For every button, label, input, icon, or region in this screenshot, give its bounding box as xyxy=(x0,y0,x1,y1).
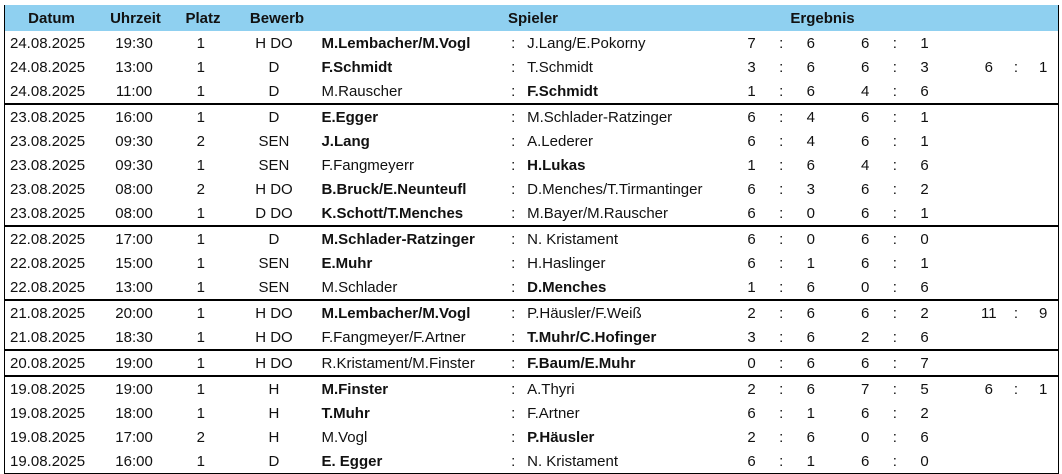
match-date: 24.08.2025 xyxy=(10,58,86,76)
player-two: F.Schmidt xyxy=(527,82,598,100)
set2-score-a: 6 xyxy=(861,180,870,198)
set2-score-b: 7 xyxy=(920,354,929,372)
set1-colon: : xyxy=(779,156,784,174)
results-table xyxy=(4,5,1059,474)
match-type: H xyxy=(268,428,280,446)
player-one: M.Finster xyxy=(321,380,389,398)
match-court: 1 xyxy=(196,58,205,76)
match-date: 23.08.2025 xyxy=(10,156,86,174)
match-court: 1 xyxy=(196,204,205,222)
set1-score-a: 6 xyxy=(747,180,756,198)
set1-score-b: 1 xyxy=(806,404,816,422)
player-two: P.Häusler xyxy=(527,428,595,446)
versus-separator: : xyxy=(511,278,516,296)
set2-score-b: 6 xyxy=(920,82,929,100)
player-two: M.Bayer/M.Rauscher xyxy=(527,204,668,222)
match-time: 17:00 xyxy=(115,230,153,248)
player-one: J.Lang xyxy=(321,132,370,150)
set1-colon: : xyxy=(779,404,784,422)
set2-score-a: 6 xyxy=(861,354,870,372)
match-time: 08:00 xyxy=(115,204,153,222)
header-bewerb: Bewerb xyxy=(249,9,305,27)
player-two: M.Schlader-Ratzinger xyxy=(527,108,673,126)
match-date: 22.08.2025 xyxy=(10,230,86,248)
match-time: 09:30 xyxy=(115,156,153,174)
set2-score-a: 4 xyxy=(861,156,870,174)
match-court: 1 xyxy=(196,278,205,296)
set1-colon: : xyxy=(779,278,784,296)
set1-colon: : xyxy=(779,254,784,272)
match-type: H DO xyxy=(255,304,293,322)
player-two: H.Haslinger xyxy=(527,254,606,272)
table-body xyxy=(5,31,1058,473)
player-two: F.Baum/E.Muhr xyxy=(527,354,636,372)
set1-colon: : xyxy=(779,204,784,222)
match-date: 20.08.2025 xyxy=(10,354,86,372)
table-row xyxy=(5,225,1058,251)
table-row xyxy=(5,401,1058,425)
player-one: M.Schlader xyxy=(321,278,398,296)
set2-colon: : xyxy=(892,354,897,372)
match-court: 1 xyxy=(196,34,205,52)
match-type: D xyxy=(268,58,280,76)
set2-score-a: 6 xyxy=(861,34,870,52)
set1-score-b: 6 xyxy=(806,304,816,322)
header-datum: Datum xyxy=(28,9,75,27)
set2-score-b: 3 xyxy=(920,58,929,76)
player-one: E.Muhr xyxy=(321,254,373,272)
table-row xyxy=(5,375,1058,401)
match-court: 1 xyxy=(196,452,205,470)
match-date: 23.08.2025 xyxy=(10,180,86,198)
set2-score-b: 6 xyxy=(920,428,929,446)
set2-score-a: 6 xyxy=(861,58,870,76)
versus-separator: : xyxy=(511,34,516,52)
set1-score-a: 3 xyxy=(747,328,756,346)
player-one: F.Schmidt xyxy=(321,58,393,76)
set2-score-a: 0 xyxy=(861,278,870,296)
table-row xyxy=(5,425,1058,449)
set2-colon: : xyxy=(892,278,897,296)
set2-colon: : xyxy=(892,304,897,322)
player-one: F.Fangmeyerr xyxy=(321,156,414,174)
table-row xyxy=(5,325,1058,349)
match-time: 16:00 xyxy=(115,108,153,126)
match-date: 24.08.2025 xyxy=(10,34,86,52)
match-court: 1 xyxy=(196,304,205,322)
tiebreak-score-a: 6 xyxy=(984,380,993,398)
player-two: D.Menches xyxy=(527,278,607,296)
set1-score-b: 0 xyxy=(806,230,816,248)
match-date: 19.08.2025 xyxy=(10,380,86,398)
match-court: 1 xyxy=(196,254,205,272)
player-two: J.Lang/E.Pokorny xyxy=(527,34,646,52)
set1-score-a: 7 xyxy=(747,34,756,52)
tiebreak-colon: : xyxy=(1013,380,1019,398)
set2-colon: : xyxy=(892,108,897,126)
set1-score-b: 6 xyxy=(806,354,816,372)
match-court: 2 xyxy=(196,428,205,446)
player-one: T.Muhr xyxy=(321,404,370,422)
table-row xyxy=(5,31,1058,55)
match-date: 22.08.2025 xyxy=(10,278,86,296)
match-type: D xyxy=(268,452,280,470)
set1-colon: : xyxy=(779,108,784,126)
set2-score-b: 2 xyxy=(920,304,929,322)
versus-separator: : xyxy=(511,132,516,150)
set1-score-b: 6 xyxy=(806,156,816,174)
match-date: 21.08.2025 xyxy=(10,304,86,322)
set2-score-b: 2 xyxy=(920,404,929,422)
set1-colon: : xyxy=(779,34,784,52)
header-platz: Platz xyxy=(185,9,221,27)
table-row xyxy=(5,299,1058,325)
match-date: 23.08.2025 xyxy=(10,204,86,222)
set2-score-b: 1 xyxy=(920,108,929,126)
tiebreak-score-a: 11 xyxy=(980,304,997,322)
tiebreak-score-b: 1 xyxy=(1038,380,1048,398)
match-court: 2 xyxy=(196,132,205,150)
table-row xyxy=(5,349,1058,375)
match-time: 15:00 xyxy=(115,254,153,272)
match-court: 1 xyxy=(196,156,205,174)
header-spieler: Spieler xyxy=(507,9,559,27)
set2-score-a: 4 xyxy=(861,82,870,100)
table-row xyxy=(5,275,1058,299)
match-date: 23.08.2025 xyxy=(10,108,86,126)
set1-colon: : xyxy=(779,180,784,198)
set1-score-b: 3 xyxy=(806,180,816,198)
player-two: P.Häusler/F.Weiß xyxy=(527,304,642,322)
set1-score-a: 6 xyxy=(747,254,756,272)
set1-colon: : xyxy=(779,354,784,372)
set1-score-b: 6 xyxy=(806,428,816,446)
match-type: D DO xyxy=(255,204,293,222)
table-row xyxy=(5,129,1058,153)
set2-score-a: 6 xyxy=(861,304,870,322)
set2-score-b: 5 xyxy=(920,380,929,398)
player-two: D.Menches/T.Tirmantinger xyxy=(527,180,703,198)
match-court: 1 xyxy=(196,82,205,100)
match-type: H xyxy=(268,380,280,398)
match-date: 19.08.2025 xyxy=(10,452,86,470)
tiebreak-colon: : xyxy=(1013,58,1019,76)
set1-colon: : xyxy=(779,58,784,76)
tiebreak-score-b: 1 xyxy=(1038,58,1048,76)
set2-score-a: 7 xyxy=(861,380,870,398)
match-type: H xyxy=(268,404,280,422)
set1-score-b: 1 xyxy=(806,254,816,272)
set1-score-a: 6 xyxy=(747,204,756,222)
player-two: T.Muhr/C.Hofinger xyxy=(527,328,657,346)
set2-score-b: 1 xyxy=(920,254,929,272)
set1-score-b: 6 xyxy=(806,58,816,76)
player-one: M.Schlader-Ratzinger xyxy=(321,230,475,248)
tiebreak-colon: : xyxy=(1013,304,1019,322)
match-time: 19:00 xyxy=(115,380,153,398)
set2-colon: : xyxy=(892,34,897,52)
match-type: H DO xyxy=(255,180,293,198)
set2-score-b: 1 xyxy=(920,34,929,52)
versus-separator: : xyxy=(511,230,516,248)
set2-colon: : xyxy=(892,58,897,76)
set1-score-a: 6 xyxy=(747,132,756,150)
table-row xyxy=(5,55,1058,79)
player-two: A.Thyri xyxy=(527,380,575,398)
match-time: 19:00 xyxy=(115,354,153,372)
match-time: 17:00 xyxy=(115,428,153,446)
versus-separator: : xyxy=(511,428,516,446)
set1-score-b: 6 xyxy=(806,380,816,398)
versus-separator: : xyxy=(511,380,516,398)
match-date: 19.08.2025 xyxy=(10,404,86,422)
set2-colon: : xyxy=(892,428,897,446)
set2-score-b: 0 xyxy=(920,230,929,248)
player-one: E. Egger xyxy=(321,452,383,470)
set2-score-a: 6 xyxy=(861,204,870,222)
set1-score-a: 1 xyxy=(747,156,756,174)
set2-score-b: 0 xyxy=(920,452,929,470)
table-row xyxy=(5,251,1058,275)
set2-colon: : xyxy=(892,404,897,422)
set1-colon: : xyxy=(779,304,784,322)
match-type: D xyxy=(268,108,280,126)
match-court: 1 xyxy=(196,230,205,248)
player-two: N. Kristament xyxy=(527,452,618,470)
set1-score-a: 6 xyxy=(747,108,756,126)
match-date: 21.08.2025 xyxy=(10,328,86,346)
match-time: 20:00 xyxy=(115,304,153,322)
match-court: 2 xyxy=(196,180,205,198)
match-type: H DO xyxy=(255,328,293,346)
player-one: K.Schott/T.Menches xyxy=(321,204,464,222)
versus-separator: : xyxy=(511,354,516,372)
set1-score-a: 6 xyxy=(747,230,756,248)
table-row xyxy=(5,103,1058,129)
set1-score-b: 6 xyxy=(806,82,816,100)
match-court: 1 xyxy=(196,108,205,126)
player-one: M.Rauscher xyxy=(321,82,403,100)
set2-colon: : xyxy=(892,132,897,150)
table-row xyxy=(5,201,1058,225)
set2-score-b: 6 xyxy=(920,328,929,346)
set2-score-a: 0 xyxy=(861,428,870,446)
player-two: N. Kristament xyxy=(527,230,618,248)
set1-colon: : xyxy=(779,230,784,248)
match-time: 08:00 xyxy=(115,180,153,198)
player-one: M.Vogl xyxy=(321,428,368,446)
set1-score-b: 4 xyxy=(806,108,816,126)
match-time: 13:00 xyxy=(115,278,153,296)
player-one: B.Bruck/E.Neunteufl xyxy=(321,180,467,198)
set2-colon: : xyxy=(892,156,897,174)
set1-score-b: 0 xyxy=(806,204,816,222)
match-type: SEN xyxy=(258,254,290,272)
set1-score-b: 6 xyxy=(806,34,816,52)
match-court: 1 xyxy=(196,354,205,372)
versus-separator: : xyxy=(511,82,516,100)
match-date: 24.08.2025 xyxy=(10,82,86,100)
set2-colon: : xyxy=(892,82,897,100)
set2-colon: : xyxy=(892,380,897,398)
player-two: H.Lukas xyxy=(527,156,586,174)
match-type: D xyxy=(268,230,280,248)
set1-colon: : xyxy=(779,132,784,150)
set1-score-a: 6 xyxy=(747,404,756,422)
set1-score-a: 1 xyxy=(747,82,756,100)
versus-separator: : xyxy=(511,304,516,322)
set2-colon: : xyxy=(892,204,897,222)
player-two: F.Artner xyxy=(527,404,580,422)
match-time: 16:00 xyxy=(115,452,153,470)
versus-separator: : xyxy=(511,254,516,272)
tiebreak-score-a: 6 xyxy=(984,58,993,76)
set1-score-a: 2 xyxy=(747,428,756,446)
set2-score-a: 6 xyxy=(861,132,870,150)
match-type: H DO xyxy=(255,34,293,52)
match-date: 19.08.2025 xyxy=(10,428,86,446)
player-one: M.Lembacher/M.Vogl xyxy=(321,304,471,322)
set1-colon: : xyxy=(779,328,784,346)
match-type: H DO xyxy=(255,354,293,372)
player-one: M.Lembacher/M.Vogl xyxy=(321,34,471,52)
set2-colon: : xyxy=(892,230,897,248)
set2-colon: : xyxy=(892,254,897,272)
match-court: 1 xyxy=(196,404,205,422)
versus-separator: : xyxy=(511,404,516,422)
table-row xyxy=(5,449,1058,473)
set2-colon: : xyxy=(892,328,897,346)
header-uhrzeit: Uhrzeit xyxy=(110,9,161,27)
set2-score-a: 6 xyxy=(861,452,870,470)
set1-colon: : xyxy=(779,380,784,398)
match-time: 13:00 xyxy=(115,58,153,76)
set1-score-b: 6 xyxy=(806,328,816,346)
player-two: A.Lederer xyxy=(527,132,593,150)
set2-score-a: 6 xyxy=(861,404,870,422)
versus-separator: : xyxy=(511,180,516,198)
player-one: F.Fangmeyer/F.Artner xyxy=(321,328,466,346)
match-court: 1 xyxy=(196,380,205,398)
set2-score-a: 6 xyxy=(861,254,870,272)
player-two: T.Schmidt xyxy=(527,58,593,76)
match-date: 22.08.2025 xyxy=(10,254,86,272)
set2-score-a: 6 xyxy=(861,108,870,126)
table-row xyxy=(5,79,1058,103)
set1-score-a: 2 xyxy=(747,380,756,398)
set1-score-a: 2 xyxy=(747,304,756,322)
versus-separator: : xyxy=(511,58,516,76)
table-header xyxy=(5,5,1058,31)
match-type: SEN xyxy=(258,156,290,174)
set2-score-a: 6 xyxy=(861,230,870,248)
match-type: SEN xyxy=(258,278,290,296)
versus-separator: : xyxy=(511,452,516,470)
set1-score-b: 4 xyxy=(806,132,816,150)
set2-score-b: 1 xyxy=(920,204,929,222)
match-time: 18:30 xyxy=(115,328,153,346)
set2-score-b: 6 xyxy=(920,156,929,174)
set2-score-b: 2 xyxy=(920,180,929,198)
match-type: D xyxy=(268,82,280,100)
player-one: R.Kristament/M.Finster xyxy=(321,354,475,372)
tiebreak-score-b: 9 xyxy=(1038,304,1048,322)
set1-score-a: 0 xyxy=(747,354,756,372)
match-type: SEN xyxy=(258,132,290,150)
player-one: E.Egger xyxy=(321,108,379,126)
set2-score-b: 1 xyxy=(920,132,929,150)
versus-separator: : xyxy=(511,108,516,126)
match-court: 1 xyxy=(196,328,205,346)
set1-colon: : xyxy=(779,428,784,446)
set1-score-b: 1 xyxy=(806,452,816,470)
table-row xyxy=(5,177,1058,201)
set2-colon: : xyxy=(892,180,897,198)
versus-separator: : xyxy=(511,328,516,346)
match-time: 19:30 xyxy=(115,34,153,52)
set1-score-a: 3 xyxy=(747,58,756,76)
set1-score-a: 6 xyxy=(747,452,756,470)
set2-score-a: 2 xyxy=(861,328,870,346)
set2-score-b: 6 xyxy=(920,278,929,296)
match-date: 23.08.2025 xyxy=(10,132,86,150)
versus-separator: : xyxy=(511,204,516,222)
set2-colon: : xyxy=(892,452,897,470)
match-time: 09:30 xyxy=(115,132,153,150)
set1-score-a: 1 xyxy=(747,278,756,296)
versus-separator: : xyxy=(511,156,516,174)
header-ergebnis: Ergebnis xyxy=(790,9,855,27)
set1-colon: : xyxy=(779,82,784,100)
set1-score-b: 6 xyxy=(806,278,816,296)
set1-colon: : xyxy=(779,452,784,470)
match-time: 11:00 xyxy=(115,82,153,100)
table-row xyxy=(5,153,1058,177)
match-time: 18:00 xyxy=(115,404,153,422)
